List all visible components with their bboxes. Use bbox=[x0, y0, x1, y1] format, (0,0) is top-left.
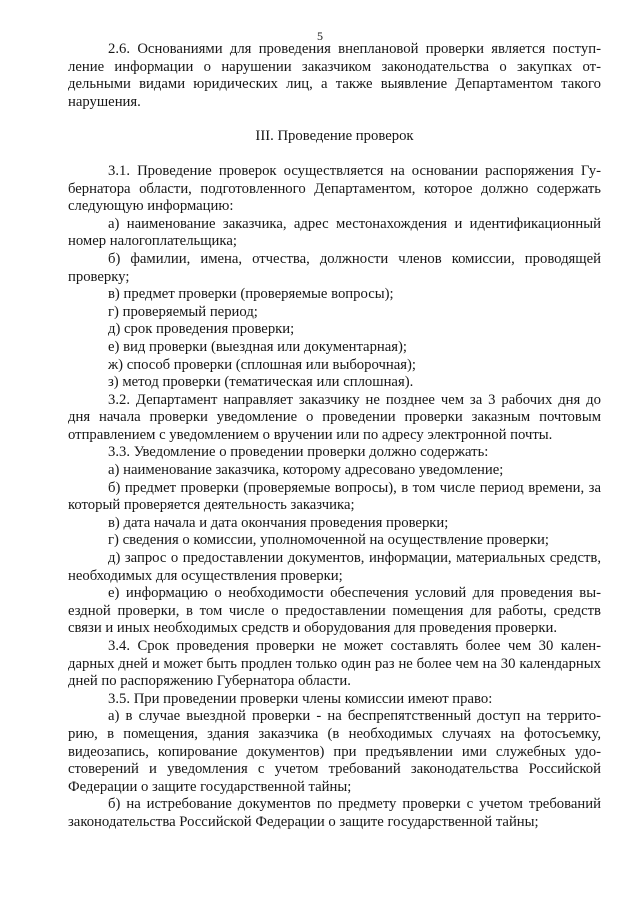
paragraph-3-1: 3.1. Проведение проверок осуществляется на основании распоряжения Губернатора области, подготовленного Департаментом, которое должно содержать следующую информацию: bbox=[68, 162, 601, 215]
list-item-3-1-g: г) проверяемый период; bbox=[108, 303, 258, 320]
list-item-3-1-zh: ж) способ проверки (сплошная или выборочная); bbox=[108, 356, 416, 373]
list-item-3-5-a: а) в случае выездной проверки - на беспрепятственный доступ на территорию, в помещения, здания заказчика (в необходимых случаях на фотосъемку, видеозапись, копирование документов) при предъявлении ими служебных удостоверений и уведомления с учетом требований законодательства Российской Федерации о защите государственной тайны; bbox=[68, 708, 601, 795]
document-body bbox=[68, 41, 601, 832]
list-item-3-1-d: д) срок проведения проверки; bbox=[108, 321, 295, 338]
list-item-3-1-z: з) метод проверки (тематическая или сплошная). bbox=[108, 374, 414, 391]
paragraph-2-6: 2.6. Основаниями для проведения внеплановой проверки является поступление информации о нарушении заказчиком законодательства о закупках отдельными видами юридических лиц, а также выявление Департаментом такого нарушения. bbox=[68, 41, 601, 110]
list-item-3-1-b: б) фамилии, имена, отчества, должности членов комиссии, проводящей проверку; bbox=[68, 250, 601, 285]
spacer bbox=[68, 146, 601, 163]
spacer bbox=[68, 111, 601, 128]
list-item-3-1-v: в) предмет проверки (проверяемые вопросы); bbox=[108, 286, 394, 303]
paragraph-3-3: 3.3. Уведомление о проведении проверки должно содержать: bbox=[108, 444, 489, 461]
list-item-3-1-e: е) вид проверки (выездная или документарная); bbox=[108, 338, 408, 355]
list-item-3-3-g: г) сведения о комиссии, уполномоченной на осуществление проверки; bbox=[108, 532, 549, 549]
paragraph-3-5: 3.5. При проведении проверки члены комиссии имеют право: bbox=[108, 690, 493, 707]
list-item-3-1-a: а) наименование заказчика, адрес местонахождения и идентификационный номер налогоплательщика; bbox=[68, 215, 601, 250]
list-item-3-3-b: б) предмет проверки (проверяемые вопросы), в том числе период времени, за который проверяется деятельность заказчика; bbox=[68, 479, 601, 514]
list-item-3-3-v: в) дата начала и дата окончания проведения проверки; bbox=[108, 514, 449, 531]
paragraph-3-2: 3.2. Департамент направляет заказчику не позднее чем за 3 рабочих дня до дня начала проверки уведомление о проведении проверки заказным почтовым отправлением с уведомлением о вручении или по адресу электронной почты. bbox=[68, 391, 601, 443]
section-heading: III. Проведение проверок bbox=[255, 128, 414, 145]
list-item-3-3-a: а) наименование заказчика, которому адресовано уведомление; bbox=[108, 462, 504, 479]
paragraph-3-4: 3.4. Срок проведения проверки не может составлять более чем 30 календарных дней и может быть продлен только один раз не более чем на 30 календарных дней по распоряжению Губернатора области. bbox=[68, 638, 601, 690]
list-item-3-3-e: е) информацию о необходимости обеспечения условий для проведения выездной проверки, в том числе о предоставлении помещения для работы, средств связи и иных необходимых средств и оборудования для проведения проверки. bbox=[68, 585, 601, 637]
list-item-3-3-d: д) запрос о предоставлении документов, информации, материальных средств, необходимых для осуществления проверки; bbox=[68, 550, 601, 584]
list-item-3-5-b: б) на истребование документов по предмету проверки с учетом требований законодательства Российской Федерации о защите государственной тайны; bbox=[68, 796, 601, 830]
page-number: 5 bbox=[317, 29, 323, 43]
